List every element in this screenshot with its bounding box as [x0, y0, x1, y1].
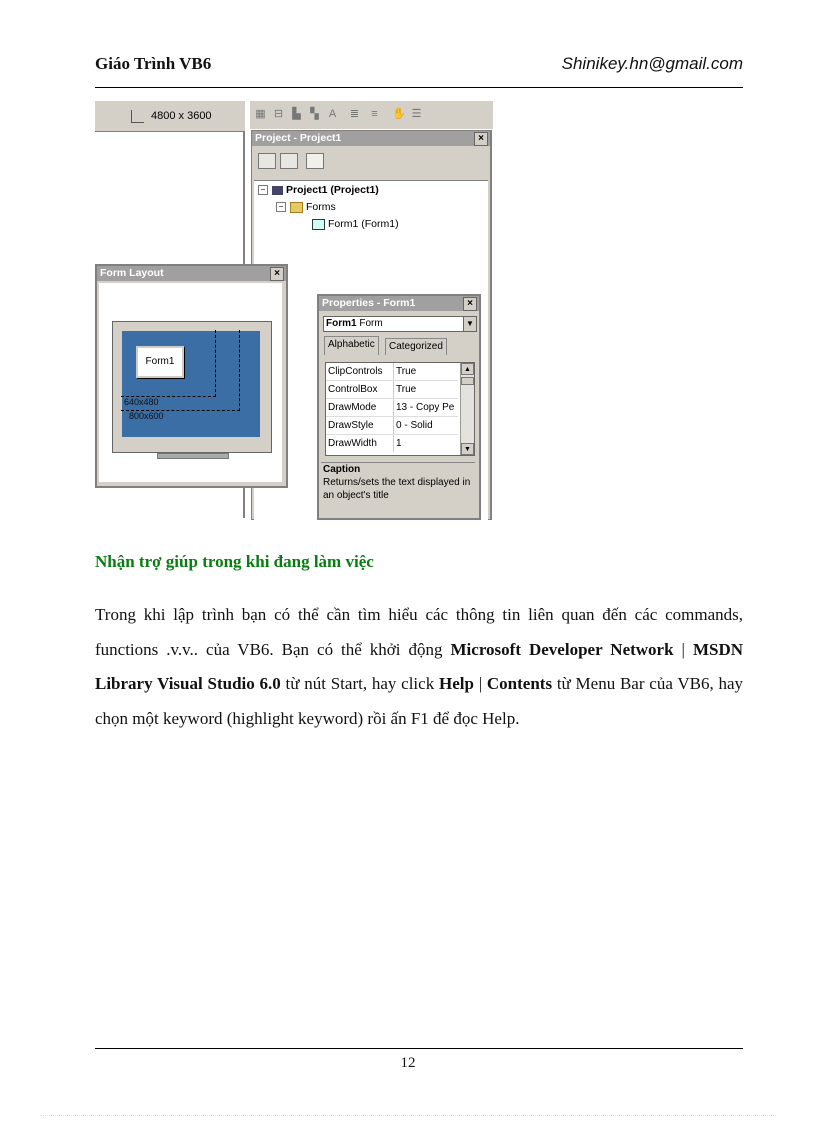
properties-title: Properties - Form1 — [322, 297, 416, 309]
property-row[interactable]: ControlBox True — [326, 381, 458, 399]
property-description-title: Caption — [323, 464, 361, 475]
align-icon[interactable]: ▦ — [255, 108, 266, 120]
contents-menu-term: Contents — [486, 674, 553, 693]
scroll-thumb[interactable] — [461, 377, 474, 385]
header-divider — [95, 87, 743, 88]
properties-window — [317, 294, 481, 520]
scroll-down-icon[interactable]: ▼ — [461, 443, 474, 455]
form-editor-toolbar — [250, 101, 493, 129]
form-layout-area — [99, 283, 282, 482]
close-icon[interactable]: × — [474, 132, 488, 146]
object-type: Form — [359, 318, 383, 329]
spacing-icon[interactable]: ▚ — [310, 108, 319, 120]
properties-scrollbar[interactable] — [460, 363, 474, 455]
page-number: 12 — [400, 1055, 416, 1071]
form-size-status — [95, 101, 245, 132]
resolution-label-640: 640x480 — [124, 397, 159, 407]
monitor-stand — [157, 453, 229, 459]
property-row[interactable]: DrawWidth 1 — [326, 435, 458, 452]
outdent-icon[interactable]: ≡ — [371, 108, 378, 120]
indent-icon[interactable]: ≣ — [349, 108, 360, 120]
list-icon[interactable]: ☰ — [411, 108, 422, 120]
tab-categorized[interactable]: Categorized — [385, 338, 447, 355]
project-icon — [272, 186, 283, 195]
form-layout-title-bar — [97, 266, 286, 281]
help-menu-term: Help — [438, 674, 474, 693]
tab-alphabetic[interactable]: Alphabetic — [324, 336, 379, 355]
resolution-label-800: 800x600 — [129, 411, 164, 421]
tree-form1-item[interactable]: Form1 (Form1) — [312, 218, 399, 230]
scroll-up-icon[interactable]: ▲ — [461, 363, 474, 375]
header-email: Shinikey.hn@gmail.com — [561, 54, 743, 73]
form-position-preview[interactable]: Form1 — [136, 346, 184, 378]
property-row[interactable]: DrawMode 13 - Copy Pe — [326, 399, 458, 417]
center-icon[interactable]: ⊟ — [273, 108, 284, 120]
close-icon[interactable]: × — [463, 297, 477, 311]
object-name: Form1 — [326, 318, 357, 329]
font-icon[interactable]: A — [328, 108, 337, 120]
msdn-term: Microsoft Developer Network — [450, 639, 674, 659]
property-description-text: Returns/sets the text displayed in an object's title — [323, 477, 471, 501]
hand-icon[interactable]: ✋ — [392, 108, 406, 120]
chevron-down-icon[interactable]: ▼ — [463, 317, 476, 331]
collapse-icon[interactable]: − — [258, 185, 268, 195]
size-icon — [131, 110, 144, 123]
property-row[interactable]: ClipControls True — [326, 363, 458, 381]
tree-root[interactable]: − Project1 (Project1) — [258, 184, 379, 196]
collapse-icon[interactable]: − — [276, 202, 286, 212]
tree-forms-folder[interactable]: − Forms — [276, 201, 336, 213]
vb6-ide-screenshot — [95, 101, 493, 518]
property-description — [321, 462, 475, 513]
properties-grid — [325, 362, 475, 456]
form-size-text: 4800 x 3600 — [151, 110, 212, 122]
view-code-icon[interactable] — [258, 153, 276, 169]
project-title-bar — [252, 131, 490, 146]
project-title: Project - Project1 — [255, 132, 342, 144]
form-layout-window — [95, 264, 288, 488]
close-icon[interactable]: × — [270, 267, 284, 281]
page-edge — [40, 1115, 776, 1116]
msdn-library-term: MSDN Library Visual Studio 6.0 — [95, 639, 743, 693]
section-heading: Nhận trợ giúp trong khi đang làm việc — [95, 552, 374, 571]
toggle-folders-icon[interactable] — [306, 153, 324, 169]
form-layout-title: Form Layout — [100, 267, 164, 279]
view-object-icon[interactable] — [280, 153, 298, 169]
body-paragraph: Trong khi lập trình bạn có thể cần tìm hiểu các thông tin liên quan đến các commands, functions .v.v.. của VB6. Bạn có thể khởi động Microsoft Developer Network | MSDN Library Visual Studio 6.0 từ nút Start, hay click Help | Contents từ Menu Bar của VB6, hay chọn một keyword (highlight keyword) rồi ấn F1 để đọc Help. — [95, 605, 744, 728]
folder-icon — [290, 202, 303, 213]
size-match-icon[interactable]: ▙ — [292, 108, 301, 120]
property-row[interactable]: DrawStyle 0 - Solid — [326, 417, 458, 435]
header-title: Giáo Trình VB6 — [95, 54, 212, 73]
form-icon — [312, 219, 325, 230]
properties-title-bar — [319, 296, 479, 311]
footer-divider — [95, 1048, 743, 1049]
object-selector[interactable] — [323, 316, 477, 332]
monitor-icon — [112, 321, 272, 453]
monitor-screen — [122, 331, 260, 437]
